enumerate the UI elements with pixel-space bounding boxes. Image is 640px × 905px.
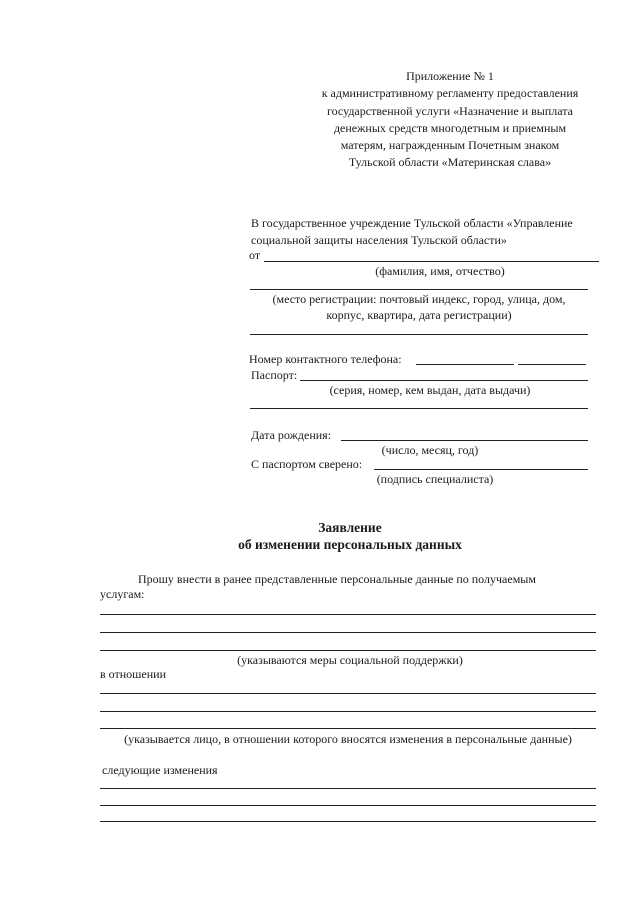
fio-caption: (фамилия, имя, отчество) <box>375 264 505 278</box>
statement-subtitle: об изменении персональных данных <box>238 537 462 552</box>
statement-title: Заявление <box>318 520 382 535</box>
changes-line-1[interactable] <box>100 788 596 789</box>
appendix-line: денежных средств многодетным и приемным <box>333 120 567 135</box>
appendix-line: Тульской области «Материнская слава» <box>348 155 552 170</box>
intro-line-2: услугам: <box>100 587 145 601</box>
changes-label: следующие изменения <box>102 763 218 777</box>
person-line-3[interactable] <box>100 728 596 729</box>
support-measures-caption: (указываются меры социальной поддержки) <box>237 653 463 667</box>
verified-label: С паспортом сверено: <box>251 457 363 471</box>
appendix-line: к административному регламенту предоставления <box>321 86 579 101</box>
registration-caption-1: (место регистрации: почтовый индекс, город, улица, дом, <box>272 292 566 306</box>
verified-caption: (подпись специалиста) <box>376 472 494 486</box>
fio-field[interactable] <box>264 261 599 262</box>
changes-line-3[interactable] <box>100 821 596 822</box>
registration-field-line-2[interactable] <box>250 334 588 335</box>
appendix-line: государственной услуги «Назначение и выплата <box>326 103 573 118</box>
regarding-label: в отношении <box>100 667 167 681</box>
appendix-line: матерям, награжденным Почетным знаком <box>340 138 560 153</box>
changes-line-2[interactable] <box>100 805 596 806</box>
person-caption: (указывается лицо, в отношении которого вносятся изменения в персональные данные) <box>124 732 572 746</box>
passport-caption: (серия, номер, кем выдан, дата выдачи) <box>329 383 531 397</box>
passport-label: Паспорт: <box>251 368 298 382</box>
birth-date-caption: (число, месяц, год) <box>381 443 479 457</box>
addressee-line-1: В государственное учреждение Тульской области «Управление <box>251 216 573 230</box>
from-label: от <box>249 248 261 262</box>
support-measures-line-3[interactable] <box>100 650 596 651</box>
phone-field-part-1[interactable] <box>416 364 514 365</box>
phone-field-part-2[interactable] <box>518 364 586 365</box>
support-measures-line-1[interactable] <box>100 614 596 615</box>
person-line-2[interactable] <box>100 711 596 712</box>
passport-field[interactable] <box>300 380 588 381</box>
registration-field-line-1[interactable] <box>250 289 588 290</box>
person-line-1[interactable] <box>100 693 596 694</box>
intro-line-1: Прошу внести в ранее представленные персональные данные по получаемым <box>138 572 536 586</box>
support-measures-line-2[interactable] <box>100 632 596 633</box>
addressee-line-2: социальной защиты населения Тульской области» <box>251 233 507 247</box>
birth-date-label: Дата рождения: <box>251 428 332 442</box>
registration-caption-2: корпус, квартира, дата регистрации) <box>326 308 512 322</box>
appendix-header <box>300 68 600 172</box>
appendix-number: Приложение № 1 <box>406 69 494 83</box>
passport-field-line-2[interactable] <box>250 408 588 409</box>
verified-signature-field[interactable] <box>374 469 588 470</box>
birth-date-field[interactable] <box>341 440 588 441</box>
phone-label: Номер контактного телефона: <box>249 352 402 366</box>
